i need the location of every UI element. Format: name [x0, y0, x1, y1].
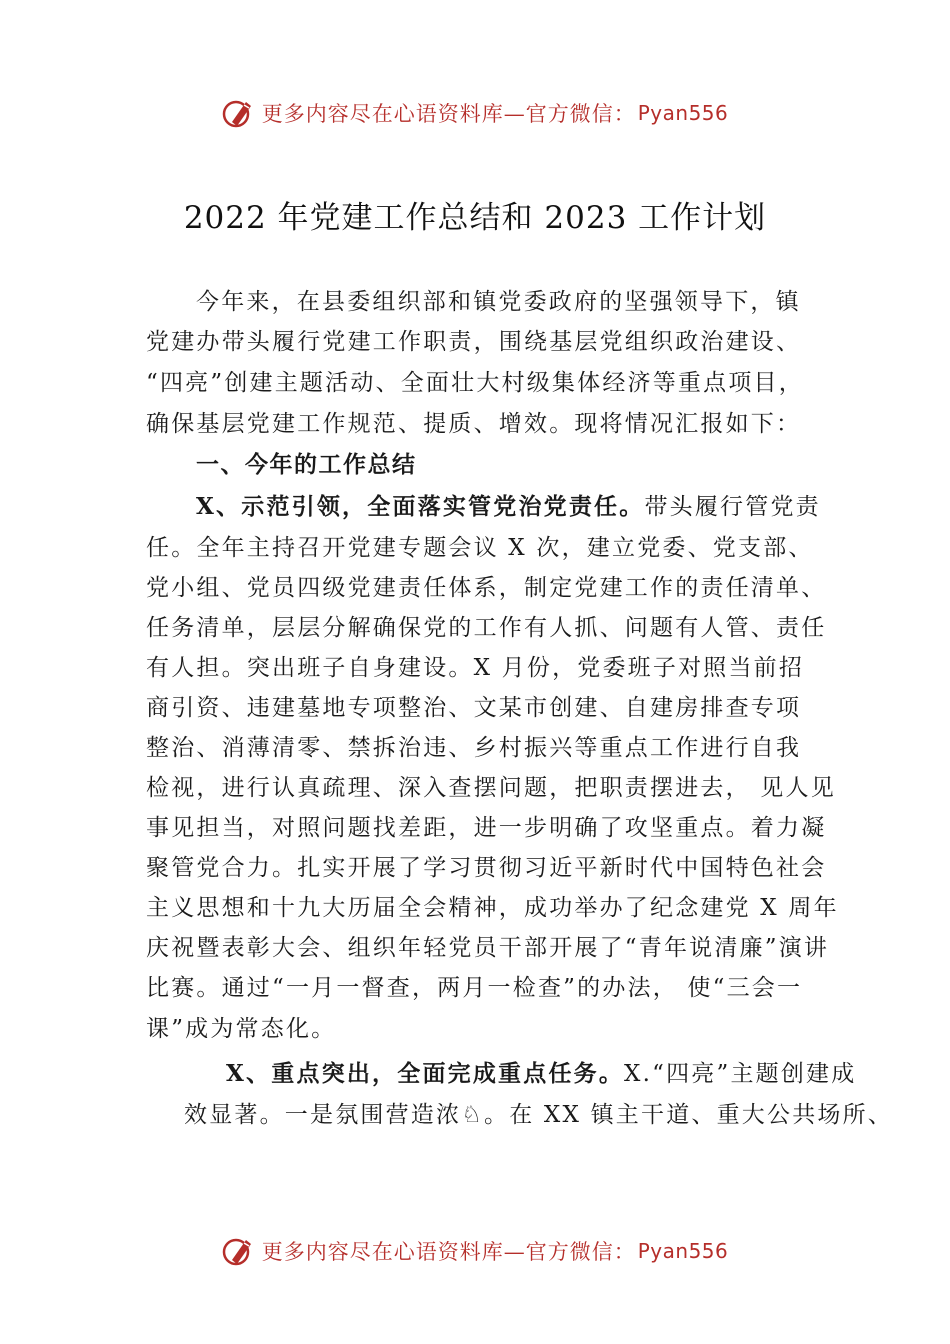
pen-nib-logo-icon [222, 96, 256, 130]
body-line: 效显著。一是氛围营造浓♘。在 XX 镇主干道、重大公共场所、 [184, 1102, 893, 1128]
watermark-wechat-id: Pyan556 [637, 101, 729, 125]
body-line: 今年来，在县委组织部和镇党委政府的坚强领导下，镇 [196, 289, 801, 315]
subsection-heading: X、示范引领，全面落实管党治党责任。 [196, 493, 645, 520]
body-text: 带头履行管党责 [644, 494, 821, 520]
paragraph-lead-line [196, 488, 821, 521]
subsection-heading: X、重点突出，全面完成重点任务。 [226, 1060, 625, 1087]
body-line: 主义思想和十九大历届全会精神，成功举办了纪念建党 X 周年 [146, 895, 839, 921]
paragraph-lead-line [226, 1055, 856, 1088]
body-line: 党小组、党员四级党建责任体系，制定党建工作的责任清单、 [146, 575, 827, 601]
watermark-banner-top [0, 96, 950, 130]
body-line: 党建办带头履行党建工作职责，围绕基层党组织政治建设、 [146, 329, 802, 355]
body-text: X.“四亮”主题创建成 [624, 1061, 857, 1087]
body-line: 课”成为常态化。 [146, 1016, 337, 1042]
watermark-banner-bottom [0, 1234, 950, 1268]
watermark-wechat-id: Pyan556 [637, 1239, 729, 1263]
body-line: 任。全年主持召开党建专题会议 X 次，建立党委、党支部、 [146, 535, 814, 561]
watermark-site-text: 更多内容尽在心语资料库—官方微信： [261, 1240, 636, 1264]
document-title: 2022 年党建工作总结和 2023 工作计划 [183, 200, 767, 236]
body-line: 比赛。通过“一月一督查，两月一检查”的办法， 使“三会一 [146, 975, 803, 1001]
body-line: 庆祝暨表彰大会、组织年轻党员干部开展了“青年说清廉”演讲 [146, 935, 830, 961]
body-line: 商引资、违建墓地专项整治、文某市创建、自建房排查专项 [146, 695, 802, 721]
body-line: 有人担。突出班子自身建设。X 月份，党委班子对照当前招 [146, 655, 805, 681]
body-line: 事见担当，对照问题找差距，进一步明确了攻坚重点。着力凝 [146, 815, 827, 841]
body-line: 确保基层党建工作规范、提质、增效。现将情况汇报如下： [146, 411, 802, 437]
pen-nib-logo-icon [222, 1234, 256, 1268]
body-line: 检视，进行认真疏理、深入查摆问题，把职责摆进去， 见人见 [146, 775, 836, 801]
watermark-site-text: 更多内容尽在心语资料库—官方微信： [261, 102, 636, 126]
body-line: 聚管党合力。扎实开展了学习贯彻习近平新时代中国特色社会 [146, 855, 827, 881]
body-line: 任务清单，层层分解确保党的工作有人抓、问题有人管、责任 [146, 615, 827, 641]
body-line: 整治、消薄清零、禁拆治违、乡村振兴等重点工作进行自我 [146, 735, 802, 761]
section-heading: 一、今年的工作总结 [196, 452, 417, 478]
body-line: “四亮”创建主题活动、全面壮大村级集体经济等重点项目， [146, 370, 804, 396]
